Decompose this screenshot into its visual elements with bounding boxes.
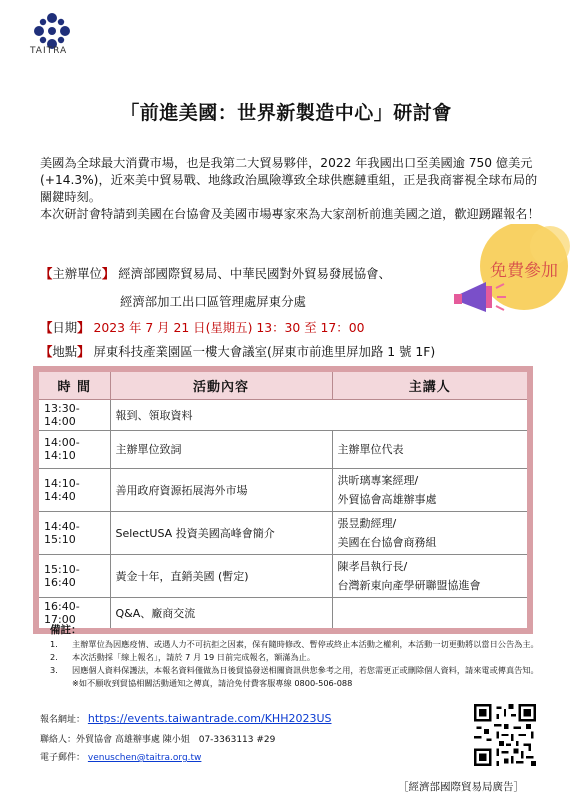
organizer-label: 主辦單位: [52, 266, 102, 281]
speaker-cell: [332, 511, 530, 554]
speaker-cell: [332, 597, 530, 631]
time-cell: 14:10-14:40: [36, 468, 110, 511]
time-cell: 13:30-14:00: [36, 399, 110, 430]
header-content: 活動內容: [110, 369, 332, 399]
registration-line: [40, 712, 332, 725]
time-cell: 14:00-14:10: [36, 430, 110, 468]
speaker-cell: [332, 430, 530, 468]
speaker-line: 美國在台協會商務組: [337, 535, 437, 549]
organizer-line: 【主辦單位】 經濟部國際貿易局、中華民國對外貿易發展協會、: [40, 266, 391, 281]
note-text: 因應個人資料保護法，本報名資料僅做為日後貿協發送相關資訊供您參考之用，若您需更正或刪除個人資料，請來電或傳真告知。※如不願收到貿協相關活動通知之傳真，請洽免付費客服專線 0800-506-088: [72, 665, 539, 688]
content-cell: 報到、領取資料: [110, 399, 530, 430]
note-item: [50, 664, 540, 690]
note-number: 1.: [50, 639, 58, 649]
date-line: 【日期】 2023 年 7 月 21 日(星期五) 13：30 至 17：00: [40, 320, 365, 335]
content-cell: SelectUSA 投資美國高峰會簡介: [110, 511, 332, 554]
time-cell: 14:40-15:10: [36, 511, 110, 554]
notes-list: [50, 638, 540, 690]
table-row: [36, 511, 530, 554]
contact-line: 聯絡人：外貿協會 高雄辦事處 陳小姐 07-3363113 #29: [40, 735, 276, 745]
venue-label: 地點: [52, 344, 78, 359]
header-speaker: 主講人: [332, 369, 530, 399]
email-label: 電子郵件：: [40, 753, 86, 763]
notes-title: 備註：: [50, 624, 82, 636]
note-number: 2.: [50, 652, 58, 662]
schedule-table: [33, 366, 533, 634]
date-value: 2023 年 7 月 21 日(星期五) 13：30 至 17：00: [93, 320, 365, 335]
free-entry-badge: [452, 224, 570, 320]
email-link[interactable]: venuschen@taitra.org.tw: [87, 753, 202, 763]
intro-text: [40, 155, 544, 223]
content-cell: 主辦單位致詞: [110, 430, 332, 468]
speaker-cell: [332, 468, 530, 511]
speaker-line: 張昱勳經理/: [337, 516, 397, 530]
logo-wordmark: TAITRA: [30, 46, 68, 56]
table-row: [36, 597, 530, 631]
content-cell: Q&A、廠商交流: [110, 597, 332, 631]
table-row: [36, 430, 530, 468]
note-number: 3.: [50, 665, 58, 675]
speaker-line: 台灣新東向產學研聯盟協進會: [337, 578, 481, 592]
content-cell: 善用政府資源拓展海外市場: [110, 468, 332, 511]
venue-line: 【地點】 屏東科技產業園區一樓大會議室(屏東市前進里屏加路 1 號 1F): [40, 344, 436, 359]
organizer-line-2: 經濟部加工出口區管理處屏東分處: [120, 294, 306, 309]
speaker-line: 主辦單位代表: [337, 442, 404, 456]
registration-link[interactable]: https://events.taiwantrade.com/KHH2023US: [87, 712, 332, 725]
organizer-value: 經濟部國際貿易局、中華民國對外貿易發展協會、: [118, 266, 391, 281]
page-title: 「前進美國：世界新製造中心」研討會: [120, 102, 452, 124]
speaker-cell: [332, 554, 530, 597]
date-label: 日期: [52, 320, 78, 335]
registration-label: 報名網址：: [40, 715, 86, 725]
schedule-header-row: [36, 369, 530, 399]
note-item: [50, 651, 540, 664]
intro-paragraph: 本次研討會特請到美國在台協會及美國市場專家來為大家剖析前進美國之道，歡迎踴躍報名！: [40, 207, 540, 221]
table-row: [36, 554, 530, 597]
table-row: [36, 468, 530, 511]
qr-code-icon[interactable]: [474, 704, 536, 766]
speaker-line: 洪昕璃專案經理/: [337, 473, 419, 487]
badge-text: 免費參加: [490, 261, 558, 281]
intro-paragraph: 美國為全球最大消費市場，也是我第二大貿易夥伴，2022 年我國出口至美國逾 750 億美元(+14.3%)，近來美中貿易戰、地緣政治風險導致全球供應鏈重組，正是我商審視全球布局的關鍵時刻。: [40, 156, 538, 204]
time-cell: 15:10-16:40: [36, 554, 110, 597]
content-cell: 黃金十年，直銷美國 (暫定): [110, 554, 332, 597]
megaphone-icon: [454, 282, 506, 312]
footer-credit: ［經濟部國際貿易局廣告］: [398, 781, 524, 793]
note-text: 本次活動採「線上報名」，請於 7 月 19 日前完成報名，額滿為止。: [72, 652, 316, 662]
email-line: [40, 750, 201, 763]
speaker-line: 外貿協會高雄辦事處: [337, 492, 437, 506]
note-text: 主辦單位為因應疫情、或遇人力不可抗拒之因素，保有隨時修改、暫停或終止本活動之權利，本活動一切更動將以當日公告為主。: [72, 639, 539, 649]
speaker-line: 陳孝昌執行長/: [337, 559, 408, 573]
venue-value: 屏東科技產業園區一樓大會議室(屏東市前進里屏加路 1 號 1F): [93, 344, 436, 359]
header-time: 時 間: [36, 369, 110, 399]
note-item: [50, 638, 540, 651]
time-cell: 16:40-17:00: [36, 597, 110, 631]
table-row: [36, 399, 530, 430]
